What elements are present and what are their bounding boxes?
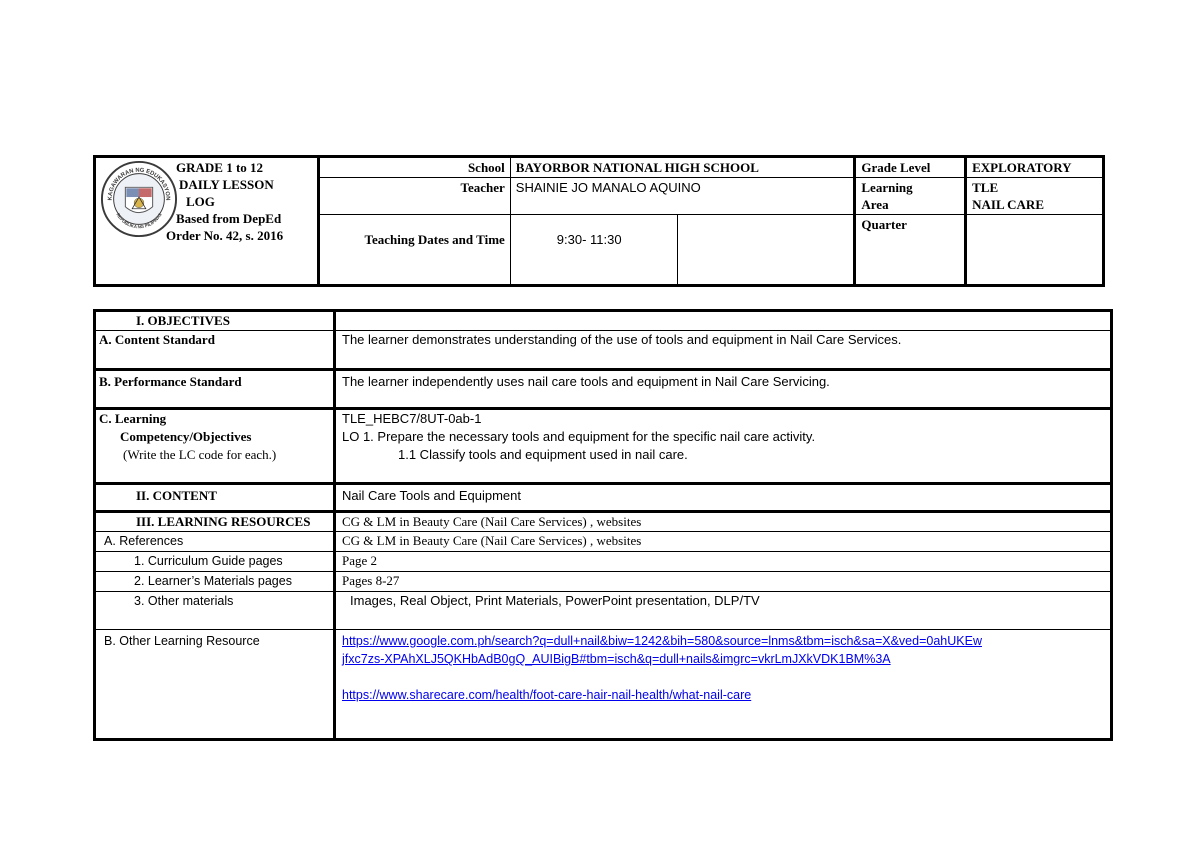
title-line1: GRADE 1 to 12 <box>176 160 264 175</box>
curriculum-guide-label: 1. Curriculum Guide pages <box>95 552 335 572</box>
school-value: BAYORBOR NATIONAL HIGH SCHOOL <box>510 157 855 178</box>
title-line4: Based from DepEd <box>176 211 282 226</box>
other-materials-label: 3. Other materials <box>95 592 335 630</box>
area-value-line1: TLE <box>972 180 999 195</box>
lc-code: TLE_HEBC7/8UT-0ab-1 <box>342 411 482 426</box>
google-link-line2[interactable]: jfxc7zs-XPAhXLJ5QKHbAdB0gQ_AUIBigB#tbm=isch&q=dull+nails&imgrc=vkrLmJXkVDK1BM%3A <box>342 652 891 666</box>
other-materials-value: Images, Real Object, Print Materials, PowerPoint presentation, DLP/TV <box>335 592 1112 630</box>
lc-label-line1: C. Learning <box>99 411 167 426</box>
lc-label-line3: (Write the LC code for each.) <box>123 447 277 462</box>
references-value: CG & LM in Beauty Care (Nail Care Services) , websites <box>335 532 1112 552</box>
google-link-line1[interactable]: https://www.google.com.ph/search?q=dull+nail&biw=1242&bih=580&source=lnms&tbm=isch&sa=X&ved=0ahUKEw <box>342 634 982 648</box>
learning-competency-label <box>95 409 335 484</box>
seal-text-top: KAGAWARAN NG EDUKASYON <box>107 167 171 201</box>
objectives-heading: I. OBJECTIVES <box>95 311 335 331</box>
performance-standard-label: B. Performance Standard <box>95 370 335 409</box>
teacher-value: SHAINIE JO MANALO AQUINO <box>510 178 855 215</box>
area-label <box>855 178 966 215</box>
lc-lo: LO 1. Prepare the necessary tools and equipment for the specific nail care activity. <box>342 429 816 444</box>
content-heading: II. CONTENT <box>95 484 335 512</box>
resources-value: CG & LM in Beauty Care (Nail Care Services) , websites <box>335 512 1112 532</box>
lesson-table <box>93 309 1113 741</box>
title-line3: LOG <box>186 194 215 209</box>
curriculum-guide-value: Page 2 <box>335 552 1112 572</box>
title-line5: Order No. 42, s. 2016 <box>166 228 284 243</box>
dates-label: Teaching Dates and Time <box>318 215 510 286</box>
performance-standard-value: The learner independently uses nail care tools and equipment in Nail Care Servicing. <box>335 370 1112 409</box>
dates-extra <box>678 215 855 286</box>
header-table <box>93 155 1105 287</box>
sharecare-link[interactable]: https://www.sharecare.com/health/foot-care-hair-nail-health/what-nail-care <box>342 688 752 702</box>
quarter-label: Quarter <box>855 215 966 286</box>
grade-value: EXPLORATORY <box>966 157 1104 178</box>
area-value-line2: NAIL CARE <box>972 197 1044 212</box>
content-value: Nail Care Tools and Equipment <box>335 484 1112 512</box>
quarter-value <box>966 215 1104 286</box>
area-label-line2: Area <box>861 197 889 212</box>
other-learning-resource-value <box>335 630 1112 740</box>
lc-label-line2: Competency/Objectives <box>120 429 252 444</box>
lc-sub: 1.1 Classify tools and equipment used in nail care. <box>398 447 688 462</box>
learners-materials-label: 2. Learner’s Materials pages <box>95 572 335 592</box>
grade-label: Grade Level <box>855 157 966 178</box>
content-standard-label: A. Content Standard <box>95 331 335 370</box>
other-learning-resource-label: B. Other Learning Resource <box>95 630 335 740</box>
school-label: School <box>318 157 510 178</box>
area-value <box>966 178 1104 215</box>
dates-value: 9:30- 11:30 <box>510 215 678 286</box>
resources-heading: III. LEARNING RESOURCES <box>95 512 335 532</box>
content-standard-value: The learner demonstrates understanding of the use of tools and equipment in Nail Care Services. <box>335 331 1112 370</box>
seal-text-bottom: REPUBLIKA NG PILIPINAS <box>115 212 163 230</box>
learners-materials-value: Pages 8-27 <box>335 572 1112 592</box>
objectives-empty <box>335 311 1112 331</box>
teacher-label: Teacher <box>318 178 510 215</box>
learning-competency-value <box>335 409 1112 484</box>
references-label: A. References <box>95 532 335 552</box>
header-title-cell <box>95 157 319 286</box>
title-line2: DAILY LESSON <box>179 177 274 192</box>
area-label-line1: Learning <box>861 180 913 195</box>
